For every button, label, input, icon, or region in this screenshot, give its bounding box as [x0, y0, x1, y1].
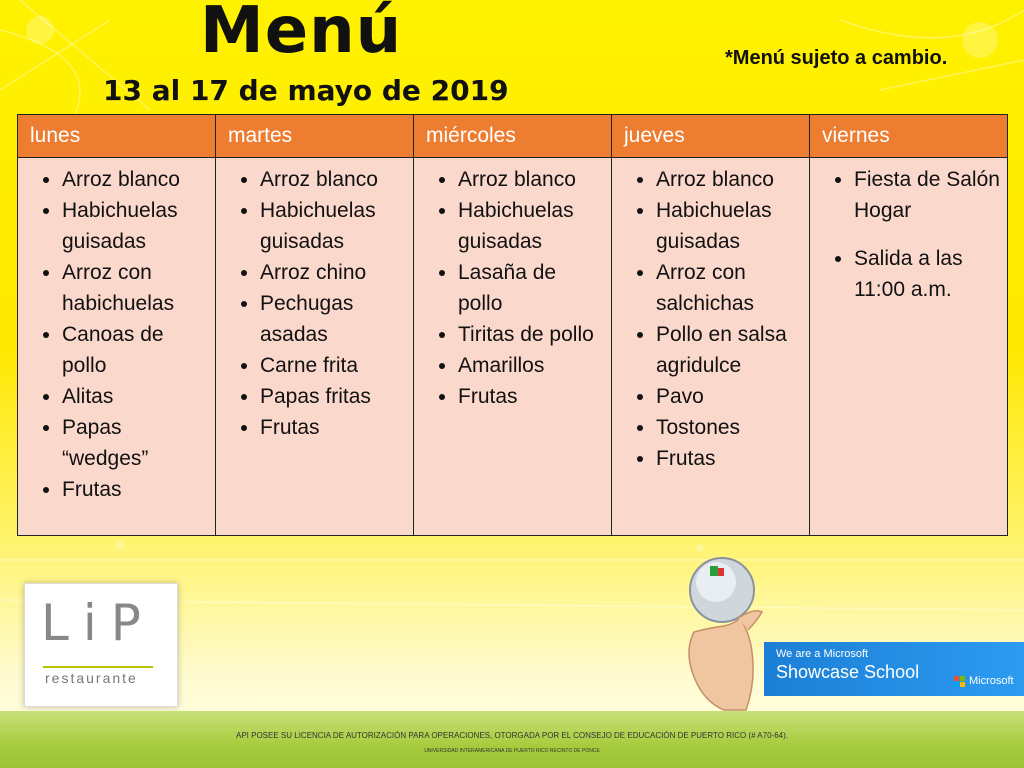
menu-item: • Arroz con salchichas	[656, 257, 803, 319]
weekly-menu-table	[17, 114, 1008, 536]
menu-item: • Tiritas de pollo	[458, 319, 605, 350]
menu-item: • Frutas	[260, 412, 407, 443]
menu-list-friday	[816, 164, 1001, 305]
menu-item: • Habichuelas guisadas	[62, 195, 209, 257]
menu-cell-friday	[810, 158, 1008, 536]
menu-item: • Alitas	[62, 381, 209, 412]
hand-globe-icon	[664, 552, 774, 712]
menu-list-monday	[24, 164, 209, 505]
microsoft-showcase-banner	[764, 642, 1024, 696]
day-header-row	[18, 115, 1008, 158]
day-header-tuesday: martes	[216, 115, 414, 158]
logo-subtitle: restaurante	[45, 670, 138, 686]
showcase-line-2: Showcase School	[776, 662, 920, 682]
menu-item: • Habichuelas guisadas	[260, 195, 407, 257]
menu-cell-wednesday	[414, 158, 612, 536]
footer-band	[0, 711, 1024, 768]
menu-item: • Pollo en salsa agridulce	[656, 319, 803, 381]
menu-item: • Lasaña de pollo	[458, 257, 605, 319]
license-notice: API POSEE SU LICENCIA DE AUTORIZACIÓN PARA OPERACIONES, OTORGADA POR EL CONSEJO DE EDUCACIÓN DE PUERTO RICO (# A70-64).	[236, 731, 788, 740]
logo-wordmark: LiP	[41, 594, 155, 652]
menu-cell-tuesday	[216, 158, 414, 536]
menu-item: • Frutas	[656, 443, 803, 474]
day-header-wednesday: miércoles	[414, 115, 612, 158]
menu-items-row	[18, 158, 1008, 536]
menu-item: • Arroz con habichuelas	[62, 257, 209, 319]
menu-item: • Papas “wedges”	[62, 412, 209, 474]
menu-list-tuesday	[222, 164, 407, 443]
page-title: Menú	[200, 0, 403, 68]
showcase-line-1: We are a Microsoft	[776, 648, 869, 660]
day-header-friday: viernes	[810, 115, 1008, 158]
menu-item: • Arroz chino	[260, 257, 407, 288]
menu-cell-monday	[18, 158, 216, 536]
menu-item: • Tostones	[656, 412, 803, 443]
menu-list-thursday	[618, 164, 803, 474]
menu-item: • Salida a las 11:00 a.m.	[854, 243, 1001, 305]
menu-item: • Frutas	[62, 474, 209, 505]
menu-item: • Habichuelas guisadas	[656, 195, 803, 257]
menu-item: • Arroz blanco	[62, 164, 209, 195]
microsoft-brand-label: Microsoft	[969, 675, 1014, 687]
menu-item: • Arroz blanco	[260, 164, 407, 195]
day-header-thursday: jueves	[612, 115, 810, 158]
menu-item: • Canoas de pollo	[62, 319, 209, 381]
day-header-monday: lunes	[18, 115, 216, 158]
menu-cell-thursday	[612, 158, 810, 536]
microsoft-logo-icon	[954, 676, 965, 687]
menu-item: • Fiesta de Salón Hogar	[854, 164, 1001, 226]
menu-item: • Frutas	[458, 381, 605, 412]
menu-item: • Arroz blanco	[458, 164, 605, 195]
menu-item: • Habichuelas guisadas	[458, 195, 605, 257]
date-range: 13 al 17 de mayo de 2019	[103, 74, 509, 107]
menu-list-wednesday	[420, 164, 605, 412]
menu-item: • Amarillos	[458, 350, 605, 381]
university-notice: UNIVERSIDAD INTERAMERICANA DE PUERTO RICO RECINTO DE PONCE	[424, 748, 600, 754]
microsoft-brand	[954, 675, 1014, 687]
menu-item: • Papas fritas	[260, 381, 407, 412]
menu-item: • Arroz blanco	[656, 164, 803, 195]
logo-divider	[43, 666, 153, 668]
menu-item: • Pavo	[656, 381, 803, 412]
menu-disclaimer: *Menú sujeto a cambio.	[725, 47, 948, 69]
menu-item: • Pechugas asadas	[260, 288, 407, 350]
menu-item: • Carne frita	[260, 350, 407, 381]
lip-restaurant-logo	[24, 583, 178, 707]
